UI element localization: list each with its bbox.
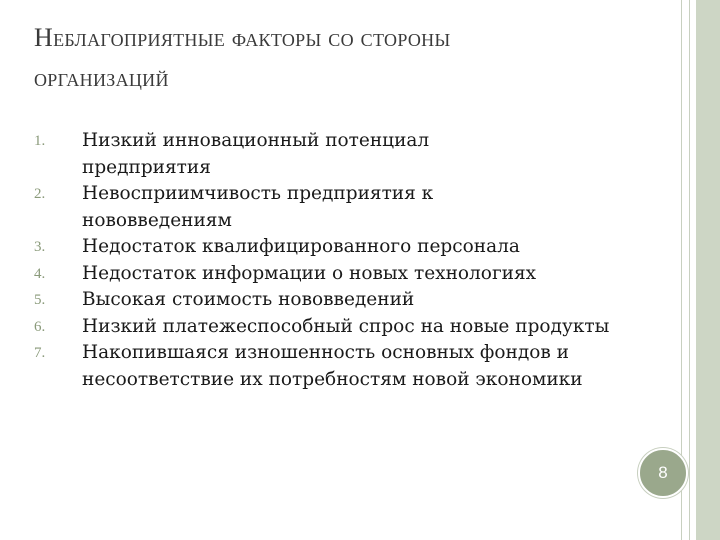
list-item [34,181,552,234]
list-item [34,261,634,288]
list-item-number: 2. [34,186,46,202]
list-item-text: Недостаток квалифицированного персонала [82,236,520,257]
list-item [34,234,634,261]
slide-title-line-1: Неблагоприятные факторы со стороны [34,23,451,52]
list-item-number: 4. [34,265,46,282]
list-item-number: 5. [34,292,46,308]
list-item-text: Низкий инновационный потенциал предприятия [82,130,430,178]
list-item-text: Недостаток информации о новых технологиях [82,262,537,284]
page-number-badge: 8 [638,448,688,498]
list-item-text: Низкий платежеспособный спрос на новые продукты [82,315,610,337]
list-item-number: 1. [34,133,46,149]
factors-list [34,128,634,393]
list-item-text: Высокая стоимость нововведений [82,289,415,310]
list-item-number: 3. [34,239,46,255]
list-item-number: 6. [34,318,46,335]
list-item [34,314,622,341]
list-item [34,128,552,181]
list-item-text: Накопившаяся изношенность основных фондов и несоответствие их потребностям новой экономики [82,342,583,390]
slide-title-line-2: организаций [34,63,169,92]
list-item-text: Невосприимчивость предприятия к нововведениям [82,183,434,231]
list-item [34,340,642,393]
decorative-side-band [696,0,720,540]
slide-title [34,18,634,98]
list-item-number: 7. [34,345,46,361]
list-item [34,287,634,314]
decorative-line [689,0,690,540]
